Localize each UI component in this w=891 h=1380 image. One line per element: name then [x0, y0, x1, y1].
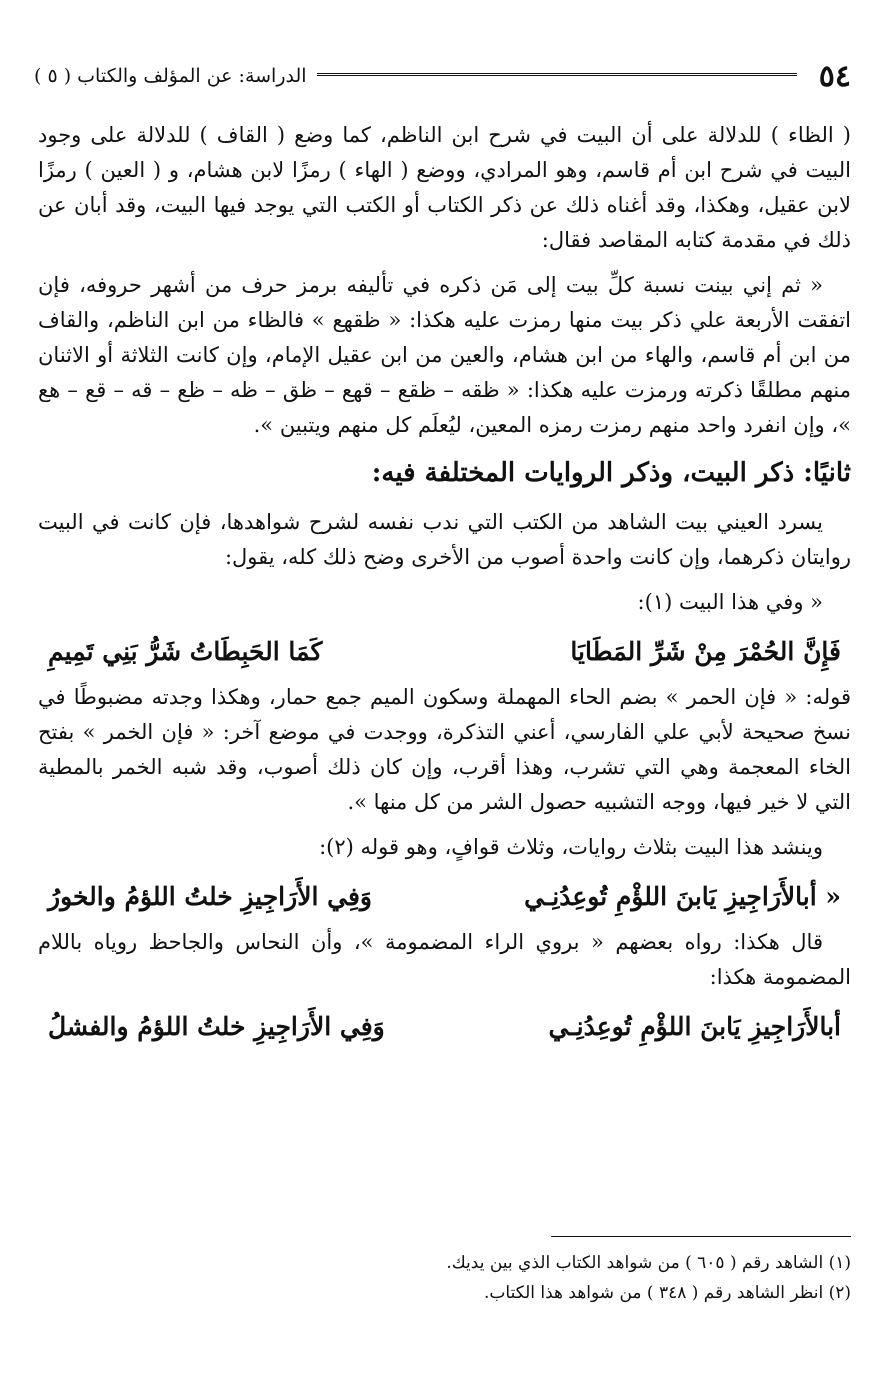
- page-header: [34, 56, 851, 96]
- verse-1-first-hemistich: فَإِنَّ الحُمْرَ مِنْ شَرِّ المَطَايَا: [570, 637, 841, 666]
- verse-1-second-hemistich: كَمَا الحَبِطَاتُ شَرُّ بَنِي تَمِيمِ: [48, 637, 323, 666]
- paragraph-1: ( الظاء ) للدلالة على أن البيت في شرح ابن الناظم، كما وضع ( القاف ) للدلالة على وجود البيت في شرح ابن أم قاسم، وهو المرادي، ووضع ( الهاء ) رمزًا لابن هشام، و ( العين ) رمزًا لابن عقيل، وهكذا، وقد أغناه ذلك عن ذكر الكتاب أو الكتب التي يوجد فيها البيت، وقد أبان عن ذلك في مقدمة كتابه المقاصد فقال:: [38, 123, 851, 252]
- verse-3-first-hemistich: أبالأَرَاجِيزِ يَابنَ اللؤْمِ تُوعِدُنِـي: [548, 1012, 841, 1041]
- paragraph-6: وينشد هذا البيت بثلاث روايات، وثلاث قوافٍ، وهو قوله (٢):: [319, 835, 823, 859]
- verse-2-first-hemistich: « أبالأَرَاجِيزِ يَابنَ اللؤْمِ تُوعِدُنِـي: [524, 882, 841, 911]
- page-body: [38, 118, 851, 1055]
- verse-3: [38, 1005, 851, 1049]
- footnote-1: (١) الشاهد رقم ( ٦٠٥ ) من شواهد الكتاب الذي بين يديك.: [446, 1253, 851, 1273]
- verse-2-second-hemistich: وَفِي الأَرَاجِيزِ خلتُ اللؤمُ والخورُ: [48, 882, 372, 911]
- verse-1: [38, 630, 851, 674]
- section-heading: ثانيًا: ذكر البيت، وذكر الروايات المختلفة فيه:: [371, 458, 851, 488]
- footnote-2: (٢) انظر الشاهد رقم ( ٣٤٨ ) من شواهد هذا الكتاب.: [483, 1283, 851, 1303]
- paragraph-4: « وفي هذا البيت (١):: [637, 590, 823, 614]
- footnote-divider: [551, 1236, 851, 1237]
- footnotes: [38, 1248, 851, 1308]
- paragraph-2-quote: « ثم إني بينت نسبة كلِّ بيت إلى مَن ذكره في تأليفه برمز حرف من أشهر حروفه، فإن اتفقت الأربعة علي ذكر بيت منها رمزت عليه هكذا: « ظقهع » فالظاء من ابن الناظم، والقاف من ابن أم قاسم، والهاء من ابن هشام، والعين من ابن عقيل الإمام، وإن كانت الثلاثة أو الاثنان منهم مطلقًا ذكرته ورمزت عليه هكذا: « ظقه – ظقع – قهع – ظق – ظه – ظع – قه – قع – هع »، وإن انفرد واحد منهم رمزت رمزه المعين، ليُعلَم كل منهم ويتبين ».: [38, 273, 851, 437]
- running-title: الدراسة: عن المؤلف والكتاب ( ٥ ): [34, 65, 307, 87]
- paragraph-7: قال هكذا: رواه بعضهم « بروي الراء المضمومة »، وأن النحاس والجاحظ روياه باللام المضمومة هكذا:: [38, 930, 851, 989]
- verse-2: [38, 875, 851, 919]
- paragraph-5: قوله: « فإن الحمر » بضم الحاء المهملة وسكون الميم جمع حمار، وهكذا وجدته مضبوطًا في نسخ صحيحة لأبي علي الفارسي، أعني التذكرة، ووجدت في موضع آخر: « فإن الخمر » بفتح الخاء المعجمة وهي التي تشرب، وهذا أقرب، وإن كان ذلك أصوب، وقد شبه الخمر بالمطية التي لا خير فيها، ووجه التشبيه حصول الشر من كل منها ».: [38, 685, 851, 814]
- paragraph-3: يسرد العيني بيت الشاهد من الكتب التي ندب نفسه لشرح شواهدها، فإن كانت في البيت روايتان ذكرهما، وإن كانت واحدة أصوب من الأخرى وضح ذلك كله، يقول:: [38, 510, 851, 569]
- header-rule: [317, 73, 797, 79]
- page-number: ٥٤: [818, 58, 851, 94]
- verse-3-second-hemistich: وَفِي الأَرَاجِيزِ خلتُ اللؤمُ والفشلُ: [48, 1012, 385, 1041]
